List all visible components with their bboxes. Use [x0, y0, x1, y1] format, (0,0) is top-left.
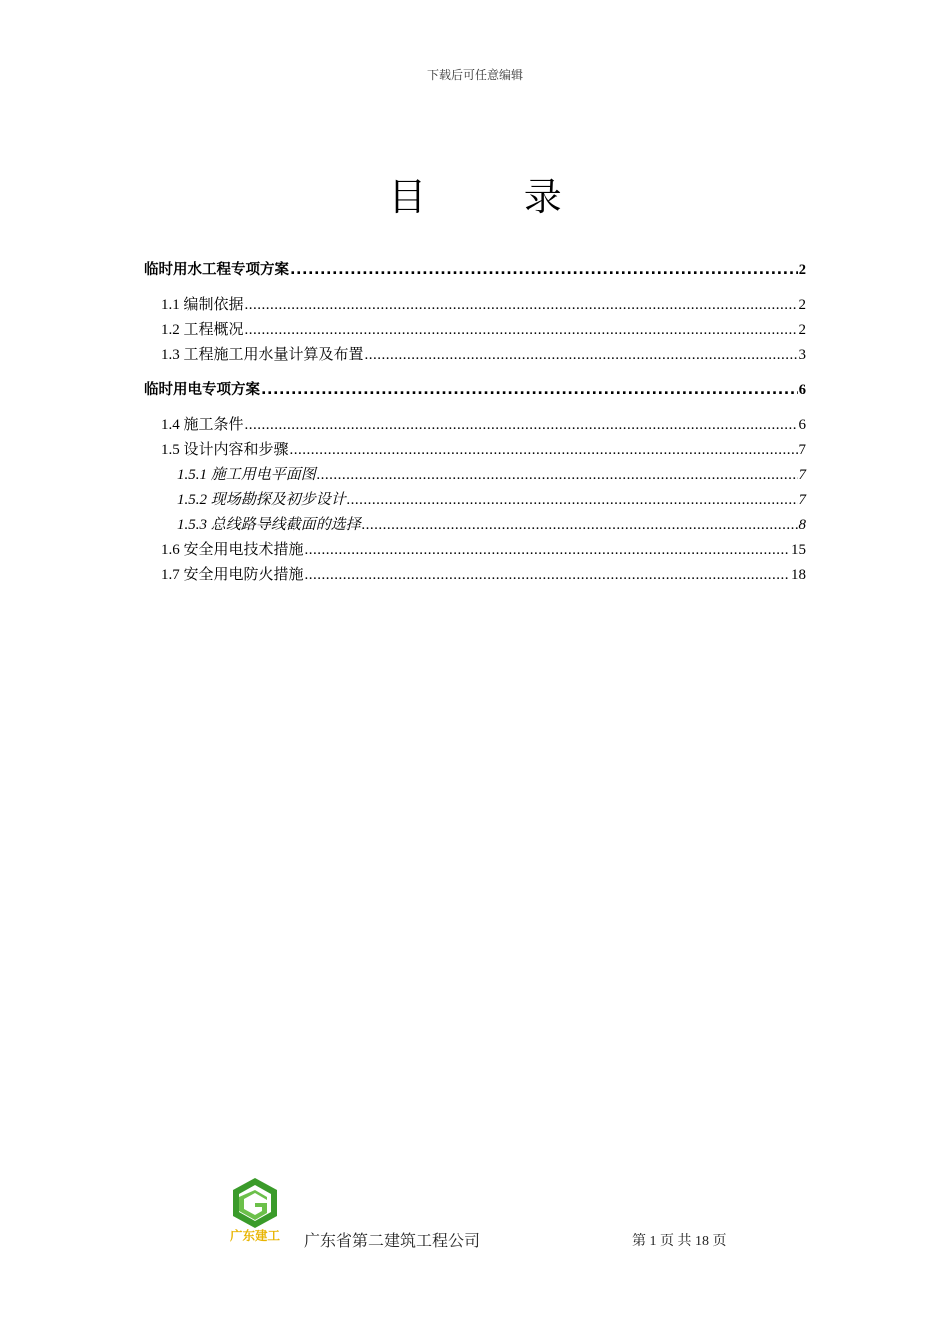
toc-entry-label: 1.5.2 现场勘探及初步设计	[177, 492, 346, 508]
toc-entry-page: 3	[798, 347, 806, 363]
toc-leader-dots	[305, 563, 790, 588]
company-logo	[222, 1176, 288, 1246]
toc-leader-dots	[261, 378, 798, 403]
toc-entry[interactable]	[144, 463, 806, 488]
table-of-contents	[144, 258, 806, 588]
toc-entry-page: 2	[798, 322, 806, 338]
toc-entry-page: 7	[798, 492, 806, 508]
toc-entry-label: 1.7 安全用电防火措施	[161, 567, 304, 583]
toc-leader-dots	[317, 463, 798, 488]
logo-text: 广东建工	[229, 1228, 281, 1243]
toc-entry[interactable]	[144, 343, 806, 368]
toc-entry-label: 临时用水工程专项方案	[144, 262, 289, 278]
toc-leader-dots	[362, 513, 798, 538]
toc-entry-label: 1.3 工程施工用水量计算及布置	[161, 347, 364, 363]
toc-entry[interactable]	[144, 513, 806, 538]
toc-entry-page: 6	[798, 382, 806, 398]
company-name: 广东省第二建筑工程公司	[304, 1233, 481, 1250]
toc-entry-page: 8	[798, 517, 806, 533]
toc-entry-label: 1.4 施工条件	[161, 417, 244, 433]
toc-entry[interactable]	[144, 378, 806, 403]
toc-leader-dots	[245, 318, 798, 343]
header-note: 下载后可任意编辑	[426, 68, 523, 82]
toc-entry-label: 1.5.3 总线路导线截面的选择	[177, 517, 361, 533]
toc-entry-page: 15	[791, 542, 806, 558]
toc-entry-page: 7	[798, 442, 806, 458]
toc-entry[interactable]	[144, 538, 806, 563]
toc-leader-dots	[365, 343, 798, 368]
toc-entry-label: 1.5.1 施工用电平面图	[177, 467, 316, 483]
toc-entry[interactable]	[144, 258, 806, 283]
toc-leader-dots	[290, 258, 798, 283]
toc-entry-label: 临时用电专项方案	[144, 382, 260, 398]
toc-entry[interactable]	[144, 563, 806, 588]
toc-entry-label: 1.6 安全用电技术措施	[161, 542, 304, 558]
toc-entry[interactable]	[144, 318, 806, 343]
toc-entry-page: 2	[798, 297, 806, 313]
toc-entry[interactable]	[144, 293, 806, 318]
toc-entry-label: 1.1 编制依据	[161, 297, 244, 313]
toc-entry[interactable]	[144, 413, 806, 438]
toc-leader-dots	[305, 538, 790, 563]
toc-entry-page: 2	[798, 262, 806, 278]
toc-entry[interactable]	[144, 438, 806, 463]
toc-leader-dots	[245, 413, 798, 438]
page-number: 第 1 页 共 18 页	[632, 1234, 727, 1249]
toc-entry-page: 18	[791, 567, 806, 583]
toc-leader-dots	[245, 293, 798, 318]
toc-leader-dots	[290, 438, 798, 463]
toc-entry-page: 7	[798, 467, 806, 483]
toc-entry[interactable]	[144, 488, 806, 513]
toc-entry-page: 6	[798, 417, 806, 433]
toc-title: 目 录	[388, 177, 606, 219]
toc-entry-label: 1.2 工程概况	[161, 322, 244, 338]
company-logo-mark	[222, 1176, 288, 1246]
toc-leader-dots	[347, 488, 798, 513]
toc-entry-label: 1.5 设计内容和步骤	[161, 442, 289, 458]
